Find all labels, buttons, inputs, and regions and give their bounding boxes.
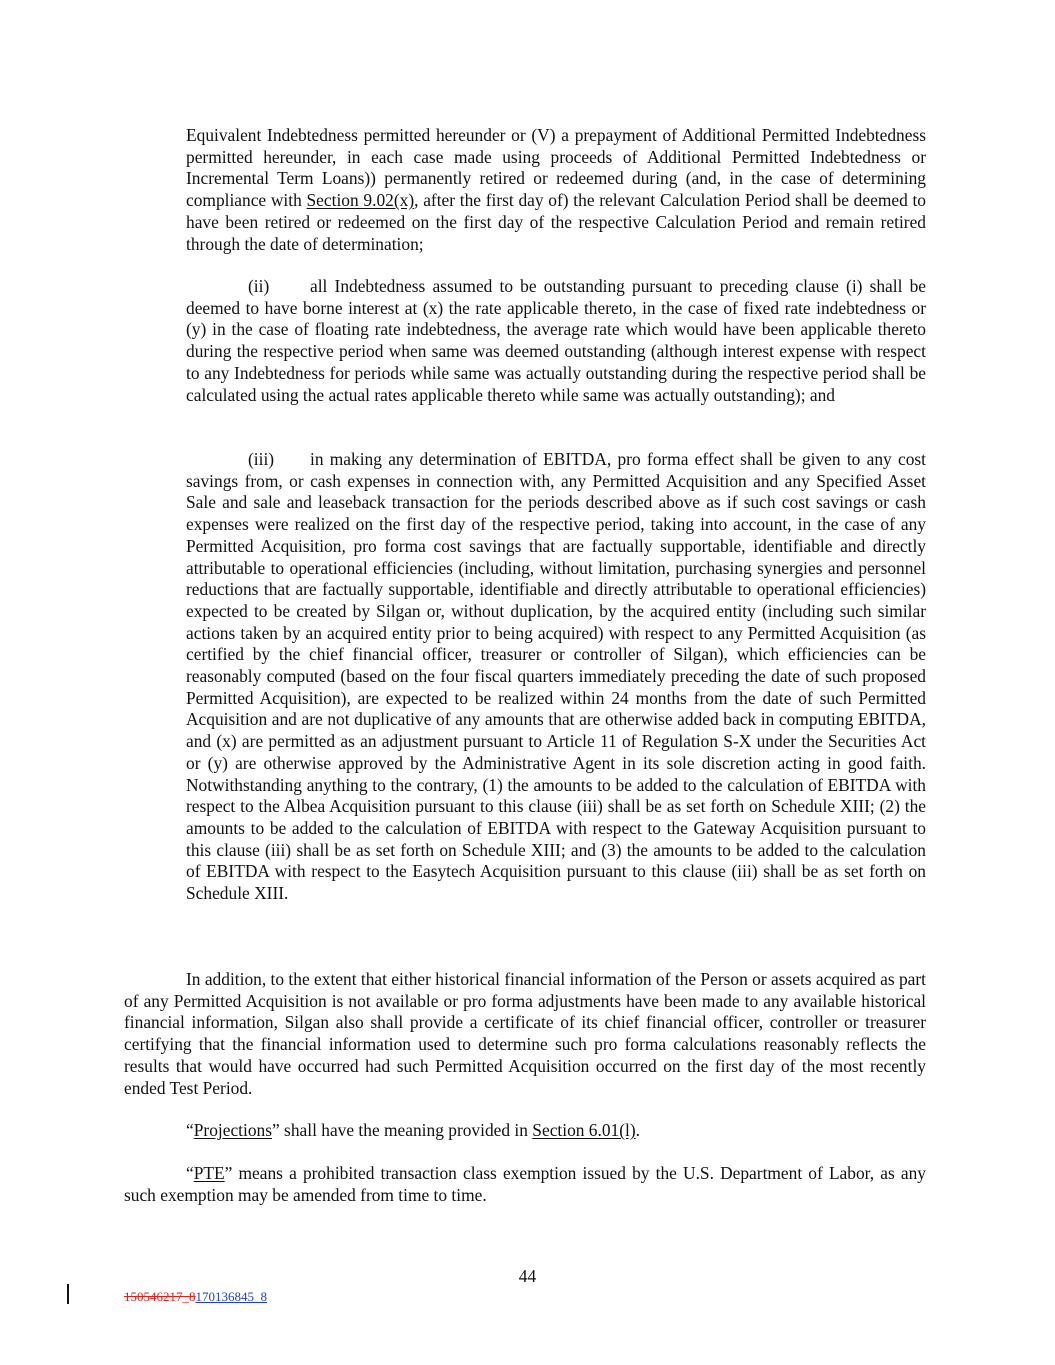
continuation-text-post: , after the first day of) the relevant Calculation Period shall be deemed to have been retired or redeemed on the first day of the respective Calculation Period and remain retired through the date of determination; xyxy=(186,190,927,254)
projections-open-quote: “ xyxy=(186,1120,194,1140)
page-number: 44 xyxy=(518,1266,537,1286)
inserted-document-id: 170136845_8 xyxy=(195,1289,267,1304)
clause-iii-paragraph xyxy=(186,449,926,905)
projections-end: . xyxy=(635,1120,641,1140)
clause-ii-paragraph xyxy=(186,276,926,406)
clause-iii-number: (iii) xyxy=(248,449,275,469)
projections-term: Projections xyxy=(193,1120,272,1140)
clause-ii-number: (ii) xyxy=(248,276,270,296)
continuation-text-pre: Equivalent Indebtedness permitted hereunder or (V) a prepayment of Additional Permitted Indebtedness permitted hereunder, in each case made using proceeds of Additional Permitted Indebtedness or Incremental Term Loans)) permanently retired or redeemed during (and, in the case of determining compliance with xyxy=(186,125,926,211)
document-id xyxy=(124,1289,267,1304)
continuation-paragraph xyxy=(186,125,926,255)
pte-term: PTE xyxy=(193,1163,225,1183)
pte-text: ” means a prohibited transaction class exemption issued by the U.S. Department of Labor, as any such exemption may be amended from time to time. xyxy=(124,1163,926,1205)
clause-iii-text: in making any determination of EBITDA, pro forma effect shall be given to any cost savings from, or cash expenses in connection with, any Permitted Acquisition and any Specified Asset Sale and sale and leaseback transaction for the periods described above as if such cost savings or cash expenses were realized on the first day of the respective period, taking into account, in the case of any Permitted Acquisition, pro forma cost savings that are factually supportable, identifiable and directly attributable to operational efficiencies (including, without limitation, purchasing synergies and personnel reductions that are factually supportable, identifiable and directly attributable to operational efficiencies) expected to be created by Silgan or, without duplication, by the acquired entity (including such similar actions taken by an acquired entity prior to being acquired) with respect to any Permitted Acquisition (as certified by the chief financial officer, treasurer or controller of Silgan), which efficiencies can be reasonably computed (based on the four fiscal quarters immediately preceding the date of such proposed Permitted Acquisition), are expected to be realized within 24 months from the date of such Permitted Acquisition and are not duplicative of any amounts that are otherwise added back in computing EBITDA, and (x) are permitted as an adjustment pursuant to Article 11 of Regulation S-X under the Securities Act or (y) are otherwise approved by the Administrative Agent in its sole discretion acting in good faith. Notwithstanding anything to the contrary, (1) the amounts to be added to the calculation of EBITDA with respect to the Albea Acquisition pursuant to this clause (iii) shall be as set forth on Schedule XIII; (2) the amounts to be added to the calculation of EBITDA with respect to the Gateway Acquisition pursuant to this clause (iii) shall be as set forth on Schedule XIII; and (3) the amounts to be added to the calculation of EBITDA with respect to the Easytech Acquisition pursuant to this clause (iii) shall be as set forth on Schedule XIII. xyxy=(186,449,926,904)
change-bar xyxy=(67,1284,69,1304)
projections-mid-text: ” shall have the meaning provided in xyxy=(271,1120,533,1140)
deleted-document-id: 150546217_8 xyxy=(124,1289,196,1304)
pte-definition xyxy=(124,1163,926,1206)
section-9-02-x-reference: Section 9.02(x) xyxy=(306,190,415,211)
section-6-01-l-reference: Section 6.01(l) xyxy=(532,1120,636,1140)
projections-definition xyxy=(124,1120,926,1142)
clause-ii-text: all Indebtedness assumed to be outstanding pursuant to preceding clause (i) shall be deemed to have borne interest at (x) the rate applicable thereto, in the case of fixed rate indebtedness or (y) in the case of floating rate indebtedness, the average rate which would have been applicable thereto during the respective period when same was deemed outstanding (although interest expense with respect to any Indebtedness for periods while same was actually outstanding during the respective period shall be calculated using the actual rates applicable thereto while same was actually outstanding); and xyxy=(186,276,926,405)
pte-open-quote: “ xyxy=(186,1163,194,1183)
addition-paragraph: In addition, to the extent that either historical financial information of the Person or assets acquired as part of any Permitted Acquisition is not available or pro forma adjustments have been made to any available historical financial information, Silgan also shall provide a certificate of its chief financial officer, controller or treasurer certifying that the financial information used to determine such pro forma calculations reasonably reflects the results that would have occurred had such Permitted Acquisition occurred on the first day of the most recently ended Test Period. xyxy=(124,969,926,1098)
